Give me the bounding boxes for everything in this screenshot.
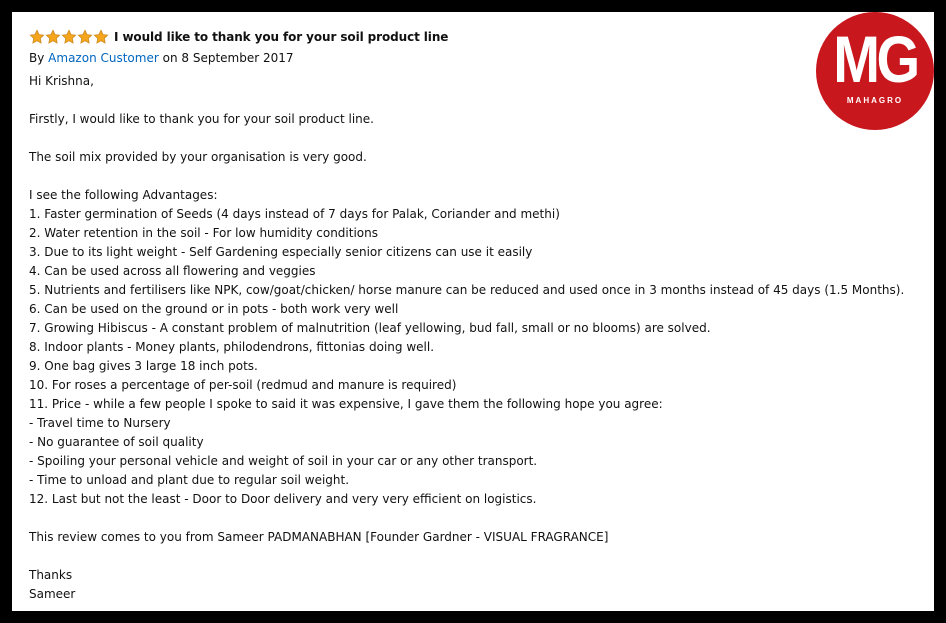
review-line: I see the following Advantages: xyxy=(29,188,218,202)
author-link[interactable]: Amazon Customer xyxy=(48,51,159,65)
review-byline xyxy=(29,50,934,67)
review-line: Hi Krishna, xyxy=(29,74,94,88)
review-line: Thanks xyxy=(29,568,73,582)
review-line: - No guarantee of soil quality xyxy=(29,435,204,449)
review-line: 4. Can be used across all flowering and veggies xyxy=(29,264,316,278)
review-line: 8. Indoor plants - Money plants, philodendrons, fittonias doing well. xyxy=(29,340,435,354)
star-icon xyxy=(29,29,45,45)
review-line: 2. Water retention in the soil - For low humidity conditions xyxy=(29,226,378,240)
review-line: 11. Price - while a few people I spoke to said it was expensive, I gave them the following hope you agree: xyxy=(29,397,663,411)
blank-line xyxy=(29,167,934,186)
review-line: 1. Faster germination of Seeds (4 days instead of 7 days for Palak, Coriander and methi) xyxy=(29,207,560,221)
blank-line xyxy=(29,129,934,148)
review-line: Sameer xyxy=(29,587,76,601)
review-line: The soil mix provided by your organisation is very good. xyxy=(29,150,367,164)
review-line: - Travel time to Nursery xyxy=(29,416,171,430)
review-date: on 8 September 2017 xyxy=(162,51,294,65)
review-line: This review comes to you from Sameer PADMANABHAN [Founder Gardner - VISUAL FRAGRANCE] xyxy=(29,530,609,544)
review-header xyxy=(29,27,934,47)
blank-line xyxy=(29,509,934,528)
star-rating[interactable] xyxy=(29,29,109,45)
byline-prefix: By xyxy=(29,51,45,65)
logo-letters: MG xyxy=(833,22,917,96)
review-line: 3. Due to its light weight - Self Gardening especially senior citizens can use it easily xyxy=(29,245,533,259)
review-line: - Spoiling your personal vehicle and weight of soil in your car or any other transport. xyxy=(29,454,538,468)
star-icon xyxy=(61,29,77,45)
logo-brand: MAHAGRO xyxy=(846,96,904,105)
star-icon xyxy=(93,29,109,45)
review-line: 6. Can be used on the ground or in pots - both work very well xyxy=(29,302,399,316)
review-body xyxy=(29,72,934,604)
mahagro-logo xyxy=(816,12,934,132)
star-icon xyxy=(77,29,93,45)
star-icon xyxy=(45,29,61,45)
review-card xyxy=(12,12,934,611)
review-line: 7. Growing Hibiscus - A constant problem of malnutrition (leaf yellowing, bud fall, small or no blooms) are solved. xyxy=(29,321,711,335)
review-line: 5. Nutrients and fertilisers like NPK, cow/goat/chicken/ horse manure can be reduced and used once in 3 months instead of 45 days (1.5 Months). xyxy=(29,283,905,297)
review-line: 12. Last but not the least - Door to Door delivery and very very efficient on logistics. xyxy=(29,492,537,506)
review-title[interactable]: I would like to thank you for your soil product line xyxy=(114,30,449,44)
blank-line xyxy=(29,547,934,566)
review-line: Firstly, I would like to thank you for your soil product line. xyxy=(29,112,374,126)
blank-line xyxy=(29,91,934,110)
review-line: - Time to unload and plant due to regular soil weight. xyxy=(29,473,350,487)
review-line: 10. For roses a percentage of per-soil (redmud and manure is required) xyxy=(29,378,457,392)
review-line: 9. One bag gives 3 large 18 inch pots. xyxy=(29,359,258,373)
